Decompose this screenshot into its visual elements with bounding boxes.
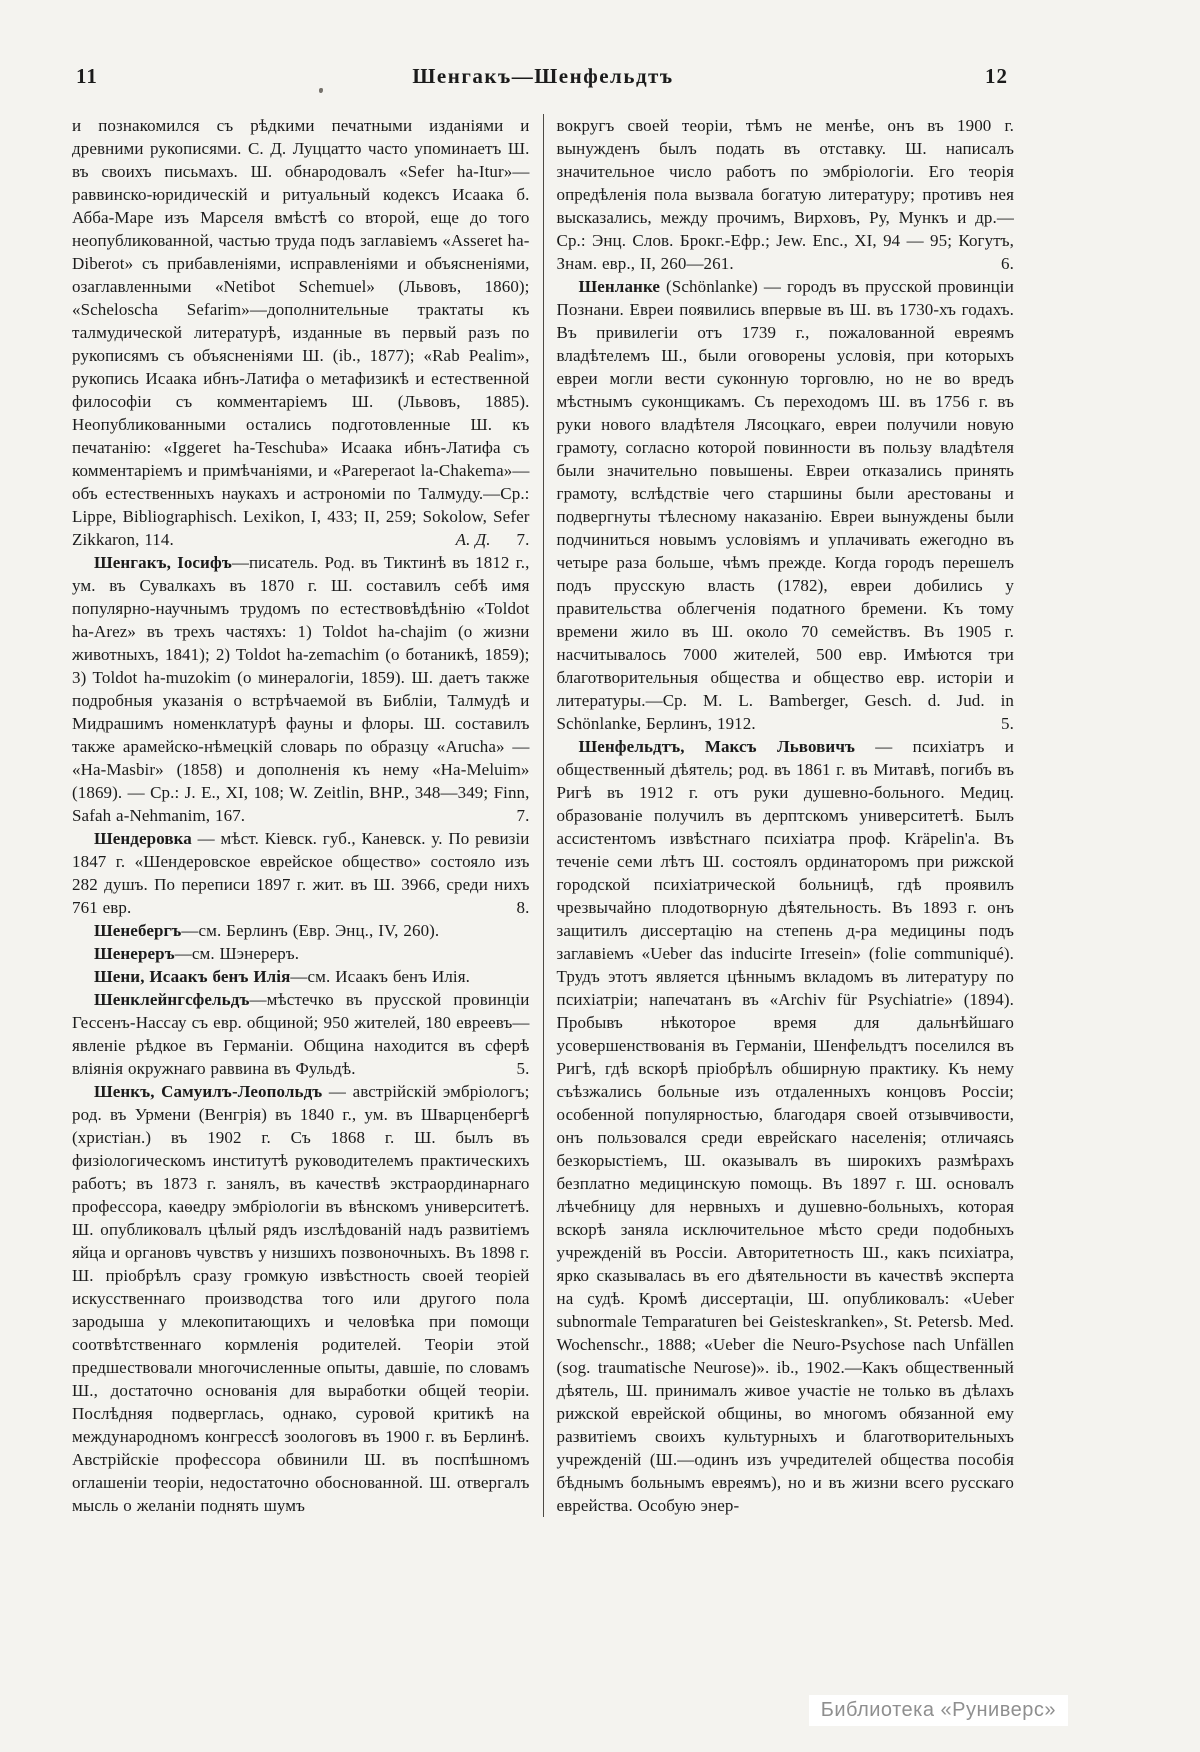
entry-headword: Шенклейнгсфельдъ [94,990,250,1009]
entry-headword: Шенкъ, Самуилъ-Леопольдъ [94,1082,323,1101]
signature-author-initials: А. Д. [455,530,491,549]
entry-paragraph: Шенфельдтъ, Максъ Львовичъ — психіатръ и общественный дѣятель; род. въ 1861 г. въ Митавѣ, погибъ въ Ригѣ въ 1912 г. отъ руки душевно-больного. Медиц. образованіе получилъ въ дерптскомъ университетѣ. Былъ ассистентомъ извѣстнаго психіатра проф. Kräpelin'a. Въ теченіе семи лѣтъ Ш. состоялъ ординаторомъ при рижской городской психіатрической больницѣ, гдѣ проявилъ чрезвычайно плодотворную дѣятельность. Въ 1893 г. онъ защитилъ диссертацію на степень д-ра медицины подъ заглавіемъ «Ueber das inducirte Irresein» (folie communiqué). Трудъ этотъ является цѣннымъ вкладомъ въ литературу по психіатріи; напечатанъ въ «Archiv für Psychiatrie» (1894). Пробывъ нѣкоторое время для дальнѣйшаго усовершенствованія въ Германіи, Шенфельдтъ поселился въ Ригѣ, гдѣ вскорѣ пріобрѣлъ обширную практику. Къ нему съѣзжались больные изъ отдаленныхъ концовъ Россіи; особенной популярностью, благодаря своей отзывчивости, онъ пользовался среди еврейскаго населенія; отличаясь безкорыстіемъ, Ш. оказывалъ въ широкихъ размѣрахъ безплатно медицинскую помощь. Въ 1897 г. Ш. основалъ лѣчебницу для нервныхъ и душевно-больныхъ, которая вскорѣ заняла исключительное мѣсто среди подобныхъ учрежденій въ Россіи. Авторитетность Ш., какъ психіатра, ярко сказывалась въ его дѣятельности въ качествѣ эксперта на судѣ. Кромѣ диссертаціи, Ш. опубликовалъ: «Ueber subnormale Temparaturen bei Geisteskranken», St. Petersb. Med. Wochenschr., 1888; «Ueber die Neuro-Psychose nach Unfällen (sog. traumatische Neurose)». ib., 1902.—Какъ общественный дѣятель, Ш. принималъ живое участіе не только въ дѣлахъ рижской еврейской общины, во многомъ обязанной ему развитіемъ своихъ культурныхъ и благотворительныхъ учрежденій (Ш.—одинъ изъ учредителей общества пособія бѣднымъ больнымъ евреямъ), но и въ жизни всего русскаго еврейства. Особую энер- [556,737,1015,1515]
scan-dust-speck [319,88,323,93]
page-title: Шенгакъ—Шенфельдтъ [412,64,674,88]
entry-paragraph: Шенгакъ, Іосифъ—писатель. Род. въ Тиктинѣ въ 1812 г., ум. въ Сувалкахъ въ 1870 г. Ш. составилъ себѣ имя популярно-научнымъ трудомъ по естествовѣдѣнію «Toldot ha-Arez» въ трехъ частяхъ: 1) Toldot ha-chajim (о жизни животныхъ, 1841); 2) Toldot ha-zemachim (о ботаникѣ, 1859); 3) Toldot ha-muzokim (о минералогіи, 1859). Ш. даетъ также подробныя указанія о встрѣчаемой въ Библіи, Талмудѣ и Мидрашимъ номенклатурѣ фауны и флоры. Ш. составилъ также арамейско-нѣмецкій словарь по образцу «Arucha» — «Ha-Masbir» (1858) и дополненія къ нему «Ha-Meluim» (1869). — Ср.: J. E., XI, 108; W. Zeitlin, BHP., 348—349; Finn, Safah a-Nehmanim, 167. 7. [72,553,530,825]
entry-signature: 6. [1001,254,1014,273]
page-number-left: 11 [76,64,98,88]
continuation-paragraph: и познакомился съ рѣдкими печатными изданіями и древними рукописями. С. Д. Луццатто часто упоминаетъ Ш. въ своихъ письмахъ. Ш. обнародовалъ «Sefer ha-Itur»—раввинско-юридическій и ритуальный кодексъ Исаака б. Абба-Маре изъ Марселя вмѣстѣ со второй, еще до того неопубликованной, частью труда подъ заглавіемъ «Asseret ha-Diberot» съ прибавленіями, исправленіями и объясненіями, озаглавленными «Netibot Schemuel» (Львовъ, 1860); «Scheloscha Sefarim»—дополнительные трактаты къ талмудической литературѣ, изданные въ первый разъ по рукописямъ съ объясненіями Ш. (ib., 1877); «Rab Pealim», рукопись Исаака ибнъ-Латифа о метафизикѣ и естественной философіи съ комментаріемъ Ш. (Львовъ, 1885). Неопубликованными остались подготовленные Ш. къ печатанію: «Iggeret ha-Teschuba» Исаака ибнъ-Латифа съ комментаріемъ и примѣчаніями, и «Pareperaot la-Chakema»—объ естественныхъ наукахъ и астрономіи по Талмуду.—Ср.: Lippe, Bibliographisch. Lexikon, I, 433; II, 259; Sokolow, Sefer Zikkaron, 114. А. Д. 7. [72,116,530,549]
library-watermark: Библиотека «Руниверс» [809,1695,1068,1726]
entry-paragraph: Шенебергъ—см. Берлинъ (Евр. Энц., IV, 260). [94,921,440,940]
entry-paragraph: Шени, Исаакъ бенъ Илія—см. Исаакъ бенъ Илія. [94,967,470,986]
entry-headword: Шени, Исаакъ бенъ Илія [94,967,291,986]
entry-paragraph: Шенланке (Schönlanke) — городъ въ прусской провинціи Познани. Евреи появились впервые въ Ш. въ 1730-хъ годахъ. Въ привилегіи отъ 1739 г., пожалованной евреямъ владѣтелемъ Ш., были оговорены условія, при которыхъ евреи могли вести суконную торговлю, но не во вредъ мѣстнымъ суконщикамъ. Съ переходомъ Ш. въ 1756 г. въ руки нового владѣтеля Лясоцкаго, евреи получили новую грамоту, согласно которой повинности въ пользу владѣтеля были значительно повышены. Евреи отказались принять грамоту, вслѣдствіе чего старшины были арестованы и подвергнуты тѣлесному наказанію. Евреи вынуждены были подчиниться новымъ условіямъ и уплачивать ежегодно въ четыре раза больше, чѣмъ прежде. Когда городъ перешелъ подъ прусскую власть (1782), евреи добились у правительства облегченія податного бремени. Къ тому времени жило въ Ш. около 70 семействъ. Въ 1905 г. насчитывалось 7000 жителей, 500 евр. Имѣются три благотворительныя общества и общество евр. исторіи и литературы.—Ср. M. L. Bamberger, Gesch. d. Jud. in Schönlanke, Берлинъ, 1912. 5. [556,277,1014,733]
left-column [72,114,543,1517]
text-columns [72,114,1014,1517]
right-column [544,114,1015,1517]
page-header [72,64,1014,98]
entry-paragraph: Шенкъ, Самуилъ-Леопольдъ — австрійскій эмбріологъ; род. въ Урмени (Венгрія) въ 1840 г., ум. въ Шварценбергѣ (христіан.) въ 1902 г. Съ 1868 г. Ш. былъ въ физіологическомъ институтѣ руководителемъ практическихъ работъ; въ 1873 г. занялъ, въ качествѣ экстраординарнаго профессора, каѳедру эмбріологіи въ вѣнскомъ университетѣ. Ш. опубликовалъ цѣлый рядъ изслѣдованій надъ развитіемъ яйца и органовъ чувствъ у низшихъ позвоночныхъ. Въ 1898 г. Ш. пріобрѣлъ сразу громкую извѣстность своей теоріей искусственнаго производства того или другого пола зародыша у млекопитающихъ и человѣка при помощи соотвѣтственнаго кормленія родителей. Теоріи этой предшествовали многочисленные опыты, давшіе, по словамъ Ш., достаточно основанія для выработки общей теоріи. Послѣдняя подверглась, однако, суровой критикѣ на международномъ конгрессѣ зоологовъ въ 1900 г. въ Берлинѣ. Австрійскіе профессора обвинили Ш. въ поспѣшномъ оглашеніи теоріи, недостаточно обоснованной. Ш. отвергалъ мысль о желаніи поднять шумъ [72,1082,530,1515]
entry-headword: Шенгакъ, Іосифъ [94,553,232,572]
entry-paragraph: Шенклейнгсфельдъ—мѣстечко въ прусской провинціи Гессенъ-Нассау съ евр. общиной; 950 жителей, 180 евреевъ—явленіе рѣдкое въ Германіи. Община находится въ сферѣ вліянія окружнаго раввина въ Фульдѣ. 5. [72,990,530,1078]
page-number-right: 12 [985,64,1008,88]
entry-signature: 5. [1001,714,1014,733]
entry-headword: Шенебергъ [94,921,182,940]
entry-signature: 5. [516,1059,530,1078]
entry-headword: Шенланке [578,277,661,296]
entry-paragraph: Шендеровка — мѣст. Кіевск. губ., Каневск. у. По ревизіи 1847 г. «Шендеровское еврейское общество» состояло изъ 282 душъ. По переписи 1897 г. жит. въ Ш. 3966, среди нихъ 761 евр. 8. [72,829,530,917]
entry-paragraph: Шенереръ—см. Шэнереръ. [94,944,300,963]
entry-signature: 7. [516,806,530,825]
entry-headword: Шенфельдтъ, Максъ Львовичъ [578,737,856,756]
entry-headword: Шендеровка [94,829,192,848]
entry-signature: 8. [516,898,530,917]
entry-headword: Шенереръ [94,944,175,963]
entry-signature: А. Д. 7. [455,530,530,549]
continuation-paragraph: вокругъ своей теоріи, тѣмъ не менѣе, онъ въ 1900 г. вынужденъ былъ подать въ отставку. Ш. написалъ значительное число работъ по эмбріологіи. Его теорія опредѣленія пола вызвала богатую литературу; противъ нея высказались, между прочимъ, Вирховъ, Ру, Мункъ и др.—Ср.: Энц. Слов. Брокг.-Ефр.; Jew. Enc., XI, 94 — 95; Когутъ, Знам. евр., II, 260—261. 6. [556,116,1014,273]
